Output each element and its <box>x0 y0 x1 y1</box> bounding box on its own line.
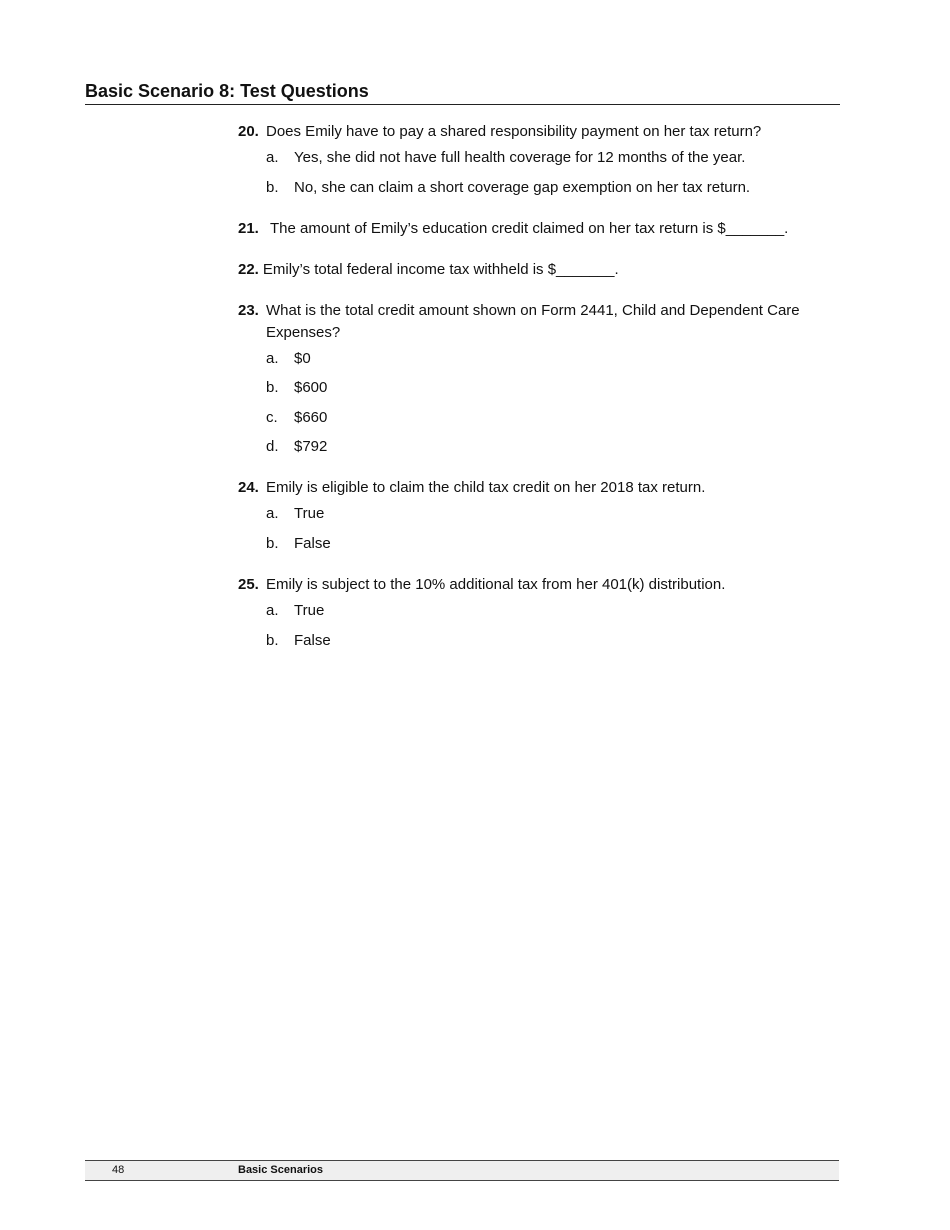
option-text: True <box>294 601 325 619</box>
question-20 <box>238 121 838 199</box>
answer-option-a[interactable] <box>266 503 838 525</box>
answer-option-d[interactable] <box>266 436 838 458</box>
question-text: The amount of Emily’s education credit claimed on her tax return is $_______. <box>270 219 789 237</box>
question-number: 25. <box>238 575 259 593</box>
question-23 <box>238 300 838 459</box>
option-text: No, she can claim a short coverage gap exemption on her tax return. <box>294 178 751 196</box>
answer-option-a[interactable] <box>266 147 838 169</box>
answer-option-a[interactable] <box>266 600 838 622</box>
question-list <box>238 121 838 671</box>
question-text: Emily is eligible to claim the child tax credit on her 2018 tax return. <box>266 479 706 497</box>
question-number: 24. <box>238 479 259 497</box>
option-text: False <box>294 534 331 552</box>
question-number: 23. <box>238 301 259 319</box>
option-letter: a. <box>266 349 279 367</box>
question-stem <box>238 259 838 281</box>
page-title: Basic Scenario 8: Test Questions <box>85 81 369 101</box>
question-stem <box>238 218 838 240</box>
question-number: 21. <box>238 219 259 237</box>
option-letter: a. <box>266 149 279 166</box>
answer-option-b[interactable] <box>266 533 838 555</box>
question-25 <box>238 574 838 652</box>
answer-options <box>266 147 838 199</box>
page-footer <box>85 1160 839 1181</box>
answer-option-a[interactable] <box>266 348 838 370</box>
option-letter: a. <box>266 601 279 619</box>
answer-options <box>266 348 838 459</box>
option-letter: b. <box>266 178 279 196</box>
option-text: $792 <box>294 438 328 456</box>
option-letter: b. <box>266 534 279 552</box>
question-text: What is the total credit amount shown on Form 2441, Child and Dependent Care Expenses? <box>266 301 800 341</box>
question-stem <box>238 477 838 499</box>
question-24 <box>238 477 838 555</box>
question-text: Does Emily have to pay a shared responsibility payment on her tax return? <box>266 123 762 140</box>
option-text: $660 <box>294 408 328 426</box>
option-text: $600 <box>294 379 328 397</box>
option-text: $0 <box>294 349 311 367</box>
answer-option-c[interactable] <box>266 407 838 429</box>
answer-options <box>266 600 838 652</box>
option-text: False <box>294 631 331 649</box>
question-number: 22. <box>238 260 259 278</box>
question-stem <box>238 574 838 596</box>
page-header <box>85 79 840 105</box>
answer-option-b[interactable] <box>266 177 838 199</box>
answer-option-b[interactable] <box>266 377 838 399</box>
page-number: 48 <box>112 1164 125 1176</box>
question-number: 20. <box>238 123 259 140</box>
option-text: True <box>294 505 325 523</box>
option-letter: b. <box>266 379 279 397</box>
question-text: Emily is subject to the 10% additional tax from her 401(k) distribution. <box>266 575 726 593</box>
option-letter: d. <box>266 438 279 456</box>
option-text: Yes, she did not have full health coverage for 12 months of the year. <box>294 149 746 166</box>
question-text: Emily’s total federal income tax withheld is $_______. <box>262 260 619 278</box>
question-22 <box>238 259 838 281</box>
option-letter: a. <box>266 505 279 523</box>
answer-option-b[interactable] <box>266 630 838 652</box>
question-stem <box>238 121 838 143</box>
question-stem <box>238 300 838 344</box>
option-letter: c. <box>266 408 278 426</box>
answer-options <box>266 503 838 555</box>
option-letter: b. <box>266 631 279 649</box>
footer-section-title: Basic Scenarios <box>238 1164 323 1176</box>
question-21 <box>238 218 838 240</box>
